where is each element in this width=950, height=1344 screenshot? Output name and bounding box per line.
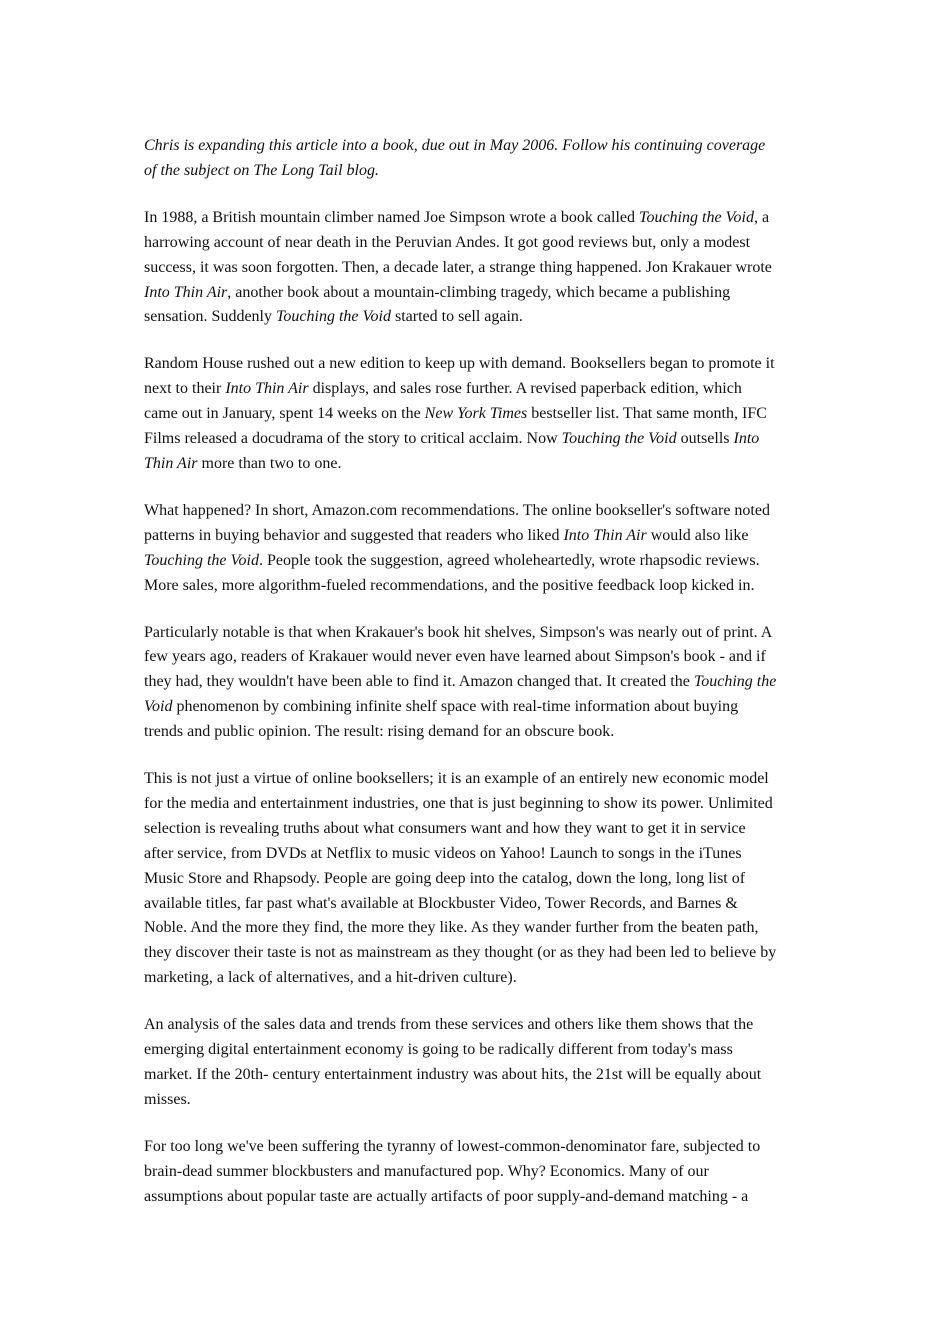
text-segment: brain-dead summer blockbusters and manufactured pop. Why? Economics. Many of our	[144, 1162, 709, 1180]
article-paragraph	[144, 621, 824, 746]
text-segment: What happened? In short, Amazon.com recommendations. The online bookseller's software noted	[144, 501, 770, 519]
text-line	[144, 1160, 824, 1185]
text-segment: More sales, more algorithm-fueled recommendations, and the positive feedback loop kicked in.	[144, 576, 755, 594]
text-segment: In 1988, a British mountain climber named Joe Simpson wrote a book called	[144, 208, 640, 226]
article-paragraph	[144, 767, 824, 991]
text-line	[144, 134, 824, 159]
text-segment: bestseller list. That same month, IFC	[527, 405, 767, 423]
text-segment: An analysis of the sales data and trends from these services and others like them shows that the	[144, 1016, 754, 1034]
italic-title-text: Touching the Void	[561, 430, 677, 448]
text-line	[144, 892, 824, 917]
text-line	[144, 1013, 824, 1038]
text-line	[144, 256, 824, 281]
text-segment: success, it was soon forgotten. Then, a decade later, a strange thing happened. Jon Krakauer wrote	[144, 258, 772, 276]
text-segment: , a	[753, 208, 770, 226]
text-segment: patterns in buying behavior and suggested that readers who liked	[144, 526, 564, 544]
text-segment: market. If the 20th- century entertainment industry was about hits, the 21st will be equally about	[144, 1066, 762, 1083]
text-line	[144, 720, 824, 745]
text-line	[144, 1135, 824, 1160]
article-paragraph	[144, 1013, 824, 1113]
italic-title-text: Into Thin Air	[225, 380, 309, 398]
text-line	[144, 695, 824, 720]
text-segment: , another book about a mountain-climbing tragedy, which became a publishing	[227, 283, 731, 301]
italic-title-text: Into Thin Air	[563, 526, 647, 544]
text-segment: phenomenon by combining infinite shelf space with real-time information about buying	[172, 698, 739, 716]
text-segment: marketing, a lack of alternatives, and a hit-driven culture).	[144, 969, 517, 987]
text-line	[144, 1038, 824, 1063]
text-line	[144, 1185, 824, 1210]
article-paragraph	[144, 1135, 824, 1210]
text-line	[144, 206, 824, 231]
text-line	[144, 574, 824, 599]
text-line	[144, 941, 824, 966]
text-segment: selection is revealing truths about what consumers want and how they want to get it in service	[144, 819, 746, 837]
text-line	[144, 1063, 824, 1088]
text-line	[144, 792, 824, 817]
text-segment: more than two to one.	[197, 454, 342, 472]
text-line	[144, 645, 824, 670]
text-segment: after service, from DVDs at Netflix to music videos on Yahoo! Launch to songs in the iTunes	[144, 844, 742, 862]
text-segment: trends and public opinion. The result: rising demand for an obscure book.	[144, 723, 615, 741]
text-line	[144, 377, 824, 402]
text-segment: displays, and sales rose further. A revised paperback edition, which	[308, 380, 742, 398]
text-segment: Noble. And the more they find, the more they like. As they wander further from the beaten path,	[144, 919, 759, 937]
text-segment: few years ago, readers of Krakauer would never even have learned about Simpson's book - and if	[144, 648, 766, 666]
text-line	[144, 867, 824, 892]
text-segment: outsells	[676, 430, 734, 448]
text-line	[144, 916, 824, 941]
text-line	[144, 767, 824, 792]
text-segment: Chris is expanding this article into a book, due out in May 2006. Follow his continuing coverage	[144, 137, 766, 154]
text-segment: of the subject on The Long Tail blog.	[144, 161, 379, 179]
italic-title-text: Touching the Void	[639, 208, 754, 226]
text-segment: assumptions about popular taste are actually artifacts of poor supply-and-demand matching - a	[144, 1187, 749, 1205]
text-line	[144, 427, 824, 452]
article-paragraph	[144, 499, 824, 599]
text-line	[144, 452, 824, 477]
italic-title-text: Into	[733, 430, 760, 448]
text-line	[144, 966, 824, 991]
text-segment: next to their	[144, 380, 226, 398]
italic-title-text: New York Times	[424, 405, 528, 423]
text-segment: misses.	[144, 1090, 191, 1108]
italic-title-text: Touching the Void	[276, 308, 391, 326]
text-segment: for the media and entertainment industries, one that is just beginning to show its power. Unlimited	[144, 794, 773, 812]
text-line	[144, 524, 824, 549]
text-segment: For too long we've been suffering the tyranny of lowest-common-denominator fare, subjected to	[144, 1137, 761, 1155]
text-line	[144, 305, 824, 330]
text-segment: Music Store and Rhapsody. People are going deep into the catalog, down the long, long list of	[144, 869, 746, 887]
text-segment: Particularly notable is that when Krakauer's book hit shelves, Simpson's was nearly out of print. A	[144, 623, 773, 641]
italic-title-text: Thin Air	[144, 454, 198, 472]
text-line	[144, 231, 824, 256]
text-segment: emerging digital entertainment economy is going to be radically different from today's mass	[144, 1041, 733, 1059]
article-paragraph	[144, 206, 824, 331]
text-segment: sensation. Suddenly	[144, 308, 276, 326]
text-segment: they had, they wouldn't have been able to find it. Amazon changed that. It created the	[144, 673, 694, 691]
text-segment: Random House rushed out a new edition to keep up with demand. Booksellers began to promote it	[144, 355, 775, 373]
text-segment: Films released a docudrama of the story to critical acclaim. Now	[144, 430, 562, 448]
text-line	[144, 817, 824, 842]
text-line	[144, 499, 824, 524]
text-segment: came out in January, spent 14 weeks on the	[144, 405, 425, 423]
text-line	[144, 402, 824, 427]
italic-title-text: Touching the Void	[144, 551, 259, 569]
text-line	[144, 159, 824, 184]
text-line	[144, 549, 824, 574]
article-body	[144, 134, 824, 1232]
text-segment: This is not just a virtue of online booksellers; it is an example of an entirely new economic model	[144, 770, 769, 788]
italic-title-text: Void	[144, 698, 173, 716]
italic-title-text: Into Thin Air	[144, 283, 228, 301]
text-segment: they discover their taste is not as mainstream as they thought (or as they had been led to believe by	[144, 944, 777, 962]
italic-title-text: Touching the	[693, 673, 777, 691]
article-paragraph	[144, 352, 824, 477]
text-line	[144, 670, 824, 695]
text-segment: . People took the suggestion, agreed wholeheartedly, wrote rhapsodic reviews.	[258, 551, 760, 569]
text-segment: available titles, far past what's available at Blockbuster Video, Tower Records, and Barnes &	[144, 894, 738, 912]
text-line	[144, 281, 824, 306]
editor-note-paragraph	[144, 134, 824, 184]
text-line	[144, 842, 824, 867]
text-segment: started to sell again.	[390, 308, 523, 326]
text-segment: harrowing account of near death in the Peruvian Andes. It got good reviews but, only a modest	[144, 233, 751, 251]
text-line	[144, 621, 824, 646]
text-segment: would also like	[646, 526, 749, 544]
text-line	[144, 352, 824, 377]
text-line	[144, 1088, 824, 1113]
